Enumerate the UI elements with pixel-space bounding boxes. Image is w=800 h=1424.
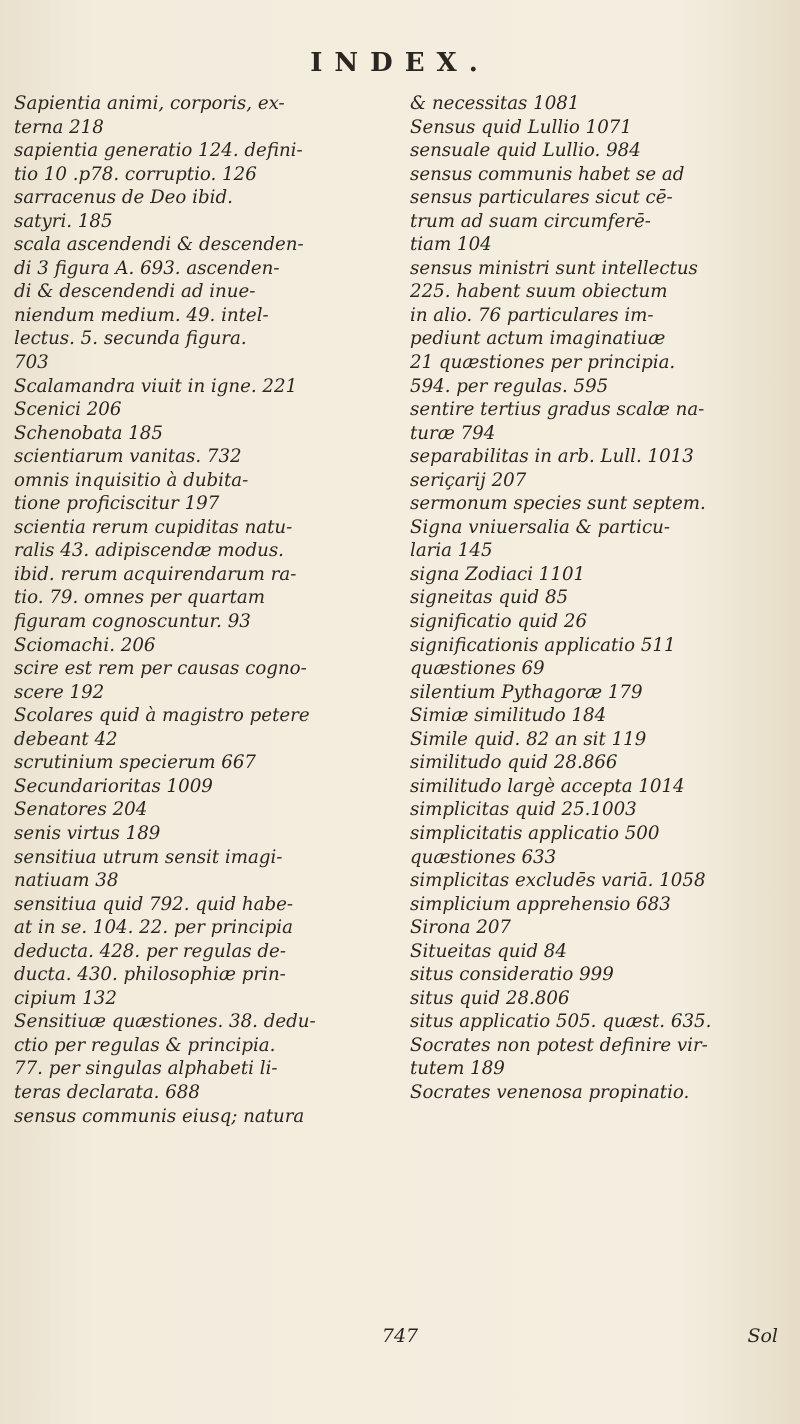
index-entry-line: Signa vniuersalia & particu- <box>410 516 670 538</box>
index-entry-line: Secundarioritas 1009 <box>14 775 213 797</box>
index-entry-line: Sensus quid Lullio 1071 <box>410 116 632 138</box>
index-entry-line: satyri. 185 <box>14 210 113 232</box>
index-entry-line: situs applicatio 505. quæst. 635. <box>410 1011 712 1033</box>
index-entry-line: scrutinium specierum 667 <box>14 752 256 774</box>
index-entry-line: signa Zodiaci 1101 <box>410 563 586 585</box>
index-entry-line: in alio. 76 particulares im- <box>410 304 654 326</box>
index-entry-line: debeant 42 <box>14 728 118 750</box>
index-entry-line: ibid. rerum acquirendarum ra- <box>14 563 297 585</box>
index-entry-line: similitudo quid 28.866 <box>410 752 618 774</box>
index-entry-line: sermonum species sunt septem. <box>410 493 706 515</box>
index-entry-line: natiuam 38 <box>14 870 119 892</box>
index-entry-line: Socrates venenosa propinatio. <box>410 1081 690 1103</box>
index-entry-line: significationis applicatio 511 <box>410 634 676 656</box>
index-entry-line: simplicium apprehensio 683 <box>410 893 671 915</box>
index-entry-line: sensitiua utrum sensit imagi- <box>14 846 283 868</box>
index-entry-line: sensuale quid Lullio. 984 <box>410 140 641 162</box>
index-entry-line: & necessitas 1081 <box>410 93 580 114</box>
index-entry-line: Socrates non potest definire vir- <box>410 1034 708 1056</box>
index-entry-line: Situeitas quid 84 <box>410 940 567 962</box>
index-entry-line: laria 145 <box>410 540 493 562</box>
index-entry-line: ralis 43. adipiscendæ modus. <box>14 540 284 562</box>
index-entry-line: figuram cognoscuntur. 93 <box>14 611 251 633</box>
index-entry-line: sapientia generatio 124. defini- <box>14 140 303 162</box>
index-entry-line: Sensitiuæ quæstiones. 38. dedu- <box>14 1011 316 1033</box>
index-entry-line: scala ascendendi & descenden- <box>14 234 304 256</box>
index-entry-line: at in se. 104. 22. per principia <box>14 917 293 939</box>
index-entry-line: trum ad suam circumferē- <box>410 210 651 232</box>
index-entry-line: significatio quid 26 <box>410 611 588 633</box>
index-entry-line: seriçarij 207 <box>410 469 527 491</box>
index-entry-line: separabilitas in arb. Lull. 1013 <box>410 446 694 468</box>
index-entry-line: situs consideratio 999 <box>410 964 614 986</box>
index-entry-line: quæstiones 633 <box>410 846 557 868</box>
index-entry-line: Simiæ similitudo 184 <box>410 705 607 727</box>
index-entry-line: sensus communis habet se ad <box>410 163 685 185</box>
index-entry-line: niendum medium. 49. intel- <box>14 304 269 326</box>
catchword: Sol <box>747 1325 778 1347</box>
index-entry-line: omnis inquisitio à dubita- <box>14 469 249 491</box>
index-entry-line: tio 10 .p78. corruptio. 126 <box>14 163 257 185</box>
index-entry-line: signeitas quid 85 <box>410 587 569 609</box>
index-entry-line: sarracenus de Deo ibid. <box>14 187 233 209</box>
index-entry-line: cipium 132 <box>14 987 117 1009</box>
index-entry-line: Senatores 204 <box>14 799 148 821</box>
index-entry-line: tiam 104 <box>410 234 492 256</box>
index-entry-line: silentium Pythagoræ 179 <box>410 681 643 703</box>
index-entry-line: 77. per singulas alphabeti li- <box>14 1058 278 1080</box>
index-entry-line: Sapientia animi, corporis, ex- <box>14 93 285 114</box>
index-entry-line: Scalamandra viuit in igne. 221 <box>14 375 298 397</box>
index-entry-line: scere 192 <box>14 681 105 703</box>
index-entry-line: Schenobata 185 <box>14 422 163 444</box>
index-entry-line: sensus communis eiusq; natura <box>14 1105 305 1127</box>
right-column <box>410 92 770 1105</box>
index-entry-line: quæstiones 69 <box>410 658 545 680</box>
index-entry-line: di & descendendi ad inue- <box>14 281 256 303</box>
index-entry-line: teras declarata. 688 <box>14 1081 200 1103</box>
index-entry-line: senis virtus 189 <box>14 822 161 844</box>
index-entry-line: 594. per regulas. 595 <box>410 375 609 397</box>
index-entry-line: situs quid 28.806 <box>410 987 570 1009</box>
index-entry-line: lectus. 5. secunda figura. <box>14 328 247 350</box>
index-entry-line: ctio per regulas & principia. <box>14 1034 276 1056</box>
index-entry-line: sensitiua quid 792. quid habe- <box>14 893 294 915</box>
page-header: INDEX. <box>310 48 490 78</box>
signature-mark: 747 <box>381 1325 419 1347</box>
index-entry-line: ducta. 430. philosophiæ prin- <box>14 964 286 986</box>
index-entry-line: tio. 79. omnes per quartam <box>14 587 265 609</box>
index-entry-line: sensus ministri sunt intellectus <box>410 257 698 279</box>
index-entry-line: 225. habent suum obiectum <box>410 281 668 303</box>
index-entry-line: simplicitatis applicatio 500 <box>410 822 660 844</box>
index-entry-line: sentire tertius gradus scalæ na- <box>410 399 705 421</box>
index-entry-line: Scenici 206 <box>14 399 122 421</box>
index-entry-line: sensus particulares sicut cē- <box>410 187 673 209</box>
index-entry-line: simplicitas quid 25.1003 <box>410 799 637 821</box>
index-entry-line: tutem 189 <box>410 1058 505 1080</box>
index-entry-line: Sciomachi. 206 <box>14 634 156 656</box>
index-entry-line: terna 218 <box>14 116 104 138</box>
index-entry-line: turæ 794 <box>410 422 496 444</box>
index-entry-line: deducta. 428. per regulas de- <box>14 940 286 962</box>
index-entry-line: 21 quæstiones per principia. <box>410 352 676 374</box>
index-entry-line: Sirona 207 <box>410 917 511 939</box>
index-entry-line: di 3 figura A. 693. ascenden- <box>14 257 280 279</box>
index-entry-line: pediunt actum imaginatiuæ <box>410 328 666 350</box>
index-entry-line: Scolares quid à magistro petere <box>14 705 310 727</box>
index-entry-line: scire est rem per causas cogno- <box>14 658 307 680</box>
left-column <box>14 92 374 1128</box>
index-entry-line: scientiarum vanitas. 732 <box>14 446 242 468</box>
index-entry-line: tione proficiscitur 197 <box>14 493 220 515</box>
index-entry-line: similitudo largè accepta 1014 <box>410 775 685 797</box>
index-entry-line: scientia rerum cupiditas natu- <box>14 516 293 538</box>
index-entry-line: 703 <box>14 352 49 374</box>
index-entry-line: Simile quid. 82 an sit 119 <box>410 728 647 750</box>
index-entry-line: simplicitas excludēs variā. 1058 <box>410 870 706 892</box>
